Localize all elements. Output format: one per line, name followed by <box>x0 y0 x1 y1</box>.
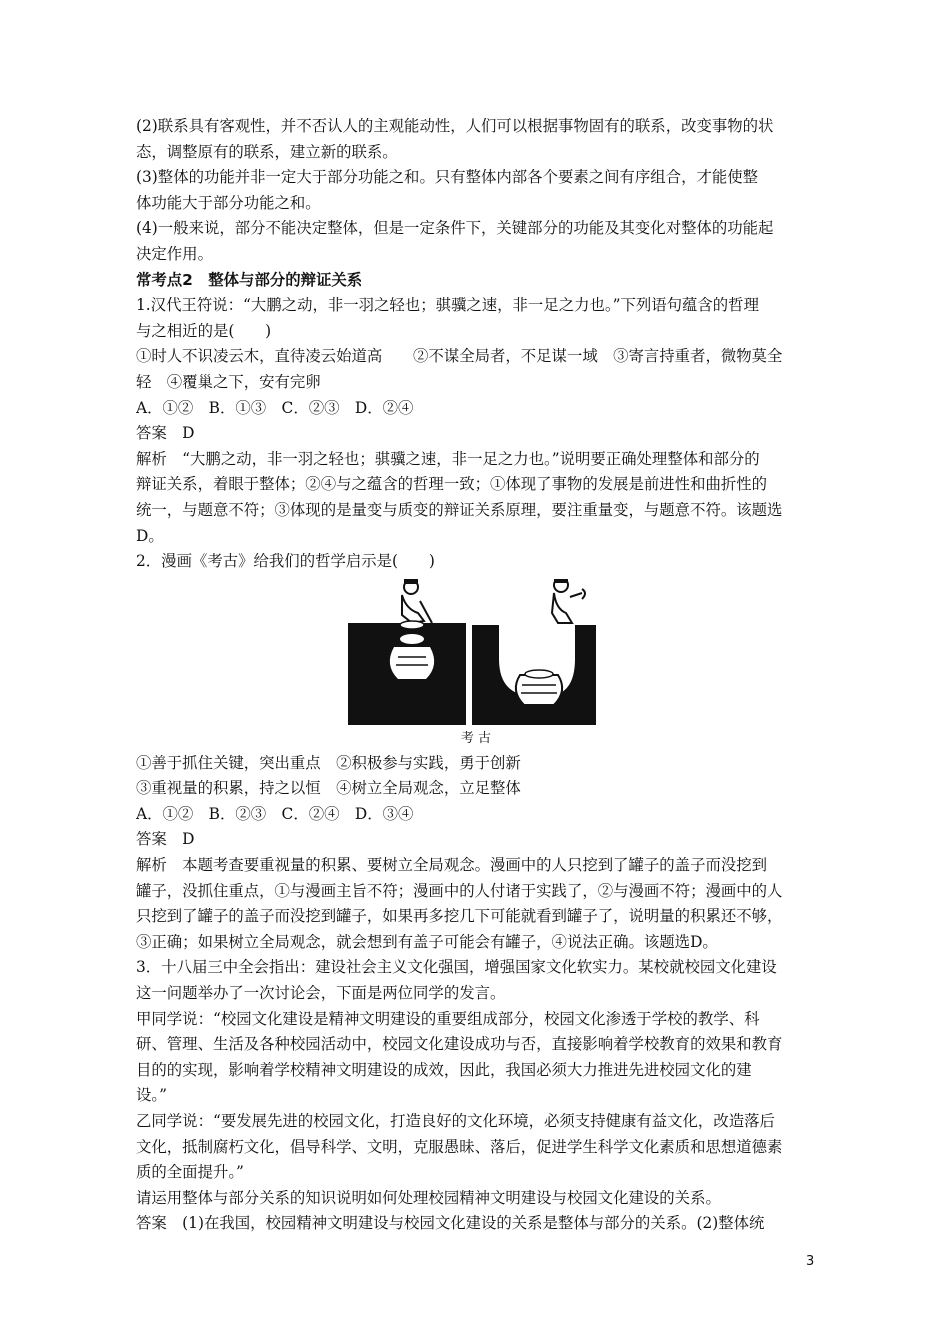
text-line: ①善于抓住关键，突出重点 ②积极参与实践，勇于创新 <box>136 753 521 772</box>
cartoon-figure <box>136 579 816 729</box>
text-line: 罐子，没抓住重点，①与漫画主旨不符；漫画中的人付诸于实践了，②与漫画不符；漫画中的人 <box>136 881 783 900</box>
section-heading: 常考点2 整体与部分的辩证关系 <box>136 270 363 289</box>
text-line: 体功能大于部分功能之和。 <box>136 193 321 212</box>
text-line: 设。” <box>136 1086 167 1105</box>
text-line: 2．漫画《考古》给我们的哲学启示是( ) <box>136 552 435 571</box>
text-line: 答案 D <box>136 424 195 443</box>
text-line: 答案 D <box>136 830 195 849</box>
text-line: 只挖到了罐子的盖子而没挖到罐子，如果再多挖几下可能就看到罐子了，说明量的积累还不够， <box>136 907 783 926</box>
text-line: 答案 (1)在我国，校园精神文明建设与校园文化建设的关系是整体与部分的关系。(2)整体统 <box>136 1214 765 1233</box>
text-line: A．①② B．②③ C．②④ D．③④ <box>136 804 414 823</box>
text-line: 质的全面提升。” <box>136 1163 244 1182</box>
text-line: 与之相近的是( ) <box>136 321 272 340</box>
text-line: 轻 ④覆巢之下，安有完卵 <box>136 372 321 391</box>
text-line: 解析 “大鹏之动，非一羽之轻也；骐骥之速，非一足之力也。”说明要正确处理整体和部分的 <box>136 449 760 468</box>
text-line: 甲同学说：“校园文化建设是精神文明建设的重要组成部分，校园文化渗透于学校的教学、科 <box>136 1009 760 1028</box>
text-line: 乙同学说：“要发展先进的校园文化，打造良好的文化环境，必须支持健康有益文化，改造落后 <box>136 1112 775 1130</box>
left-man-figure <box>402 579 432 623</box>
text-line: ③正确；如果树立全局观念，就会想到有盖子可能会有罐子，④说法正确。该题选D。 <box>136 932 718 951</box>
question-1-block <box>136 293 816 575</box>
text-line: 1.汉代王符说：“大鹏之动，非一羽之轻也；骐骥之速，非一足之力也。”下列语句蕴含的哲理 <box>136 296 759 315</box>
text-line: A．①② B．①③ C．②③ D．②④ <box>136 398 414 417</box>
text-line: 统一，与题意不符；③体现的是量变与质变的辩证关系原理，要注重量变，与题意不符。该题选 <box>136 500 783 519</box>
text-line: 态，调整原有的联系，建立新的联系。 <box>136 142 398 161</box>
text-line: 文化，抵制腐朽文化，倡导科学、文明，克服愚昧、落后，促进学生科学文化素质和思想道德素 <box>136 1137 783 1156</box>
text-line: (2)联系具有客观性，并不否认人的主观能动性，人们可以根据事物固有的联系，改变事物的状 <box>136 117 774 135</box>
text-line: 决定作用。 <box>136 244 213 263</box>
figure-caption: 考 古 <box>460 730 492 746</box>
text-line: ③重视量的积累，持之以恒 ④树立全局观念，立足整体 <box>136 779 521 798</box>
knowledge-points <box>136 114 816 268</box>
question-2-3-block <box>136 751 816 1237</box>
right-pot <box>516 670 562 705</box>
text-line: D。 <box>136 526 164 545</box>
page-content <box>136 114 816 1237</box>
text-line: ①时人不识凌云木，直待凌云始道高 ②不谋全局者，不足谋一域 ③寄言持重者，微物莫全 <box>136 347 783 366</box>
text-line: 这一问题举办了一次讨论会，下面是两位同学的发言。 <box>136 984 506 1003</box>
text-line: (3)整体的功能并非一定大于部分功能之和。只有整体内部各个要素之间有序组合，才能使整 <box>136 168 759 187</box>
text-line: 目的的实现，影响着学校精神文明建设的成效，因此，我国必须大力推进先进校园文化的建 <box>136 1060 752 1079</box>
text-line: (4)一般来说，部分不能决定整体，但是一定条件下，关键部分的功能及其变化对整体的功能起 <box>136 219 774 238</box>
page-number: 3 <box>806 1254 815 1269</box>
text-line: 辩证关系，着眼于整体；②④与之蕴含的哲理一致；①体现了事物的发展是前进性和曲折性的 <box>136 475 768 494</box>
text-line: 解析 本题考查要重视量的积累、要树立全局观念。漫画中的人只挖到了罐子的盖子而没挖到 <box>136 856 768 875</box>
text-line: 请运用整体与部分关系的知识说明如何处理校园精神文明建设与校园文化建设的关系。 <box>136 1188 721 1207</box>
text-line: 研、管理、生活及各种校园活动中，校园文化建设成功与否，直接影响着学校教育的效果和教育 <box>136 1035 783 1054</box>
text-line: 3．十八届三中全会指出：建设社会主义文化强国，增强国家文化软实力。某校就校园文化建设 <box>136 958 777 977</box>
archaeology-cartoon-image <box>136 579 816 729</box>
right-man-figure <box>552 579 585 623</box>
